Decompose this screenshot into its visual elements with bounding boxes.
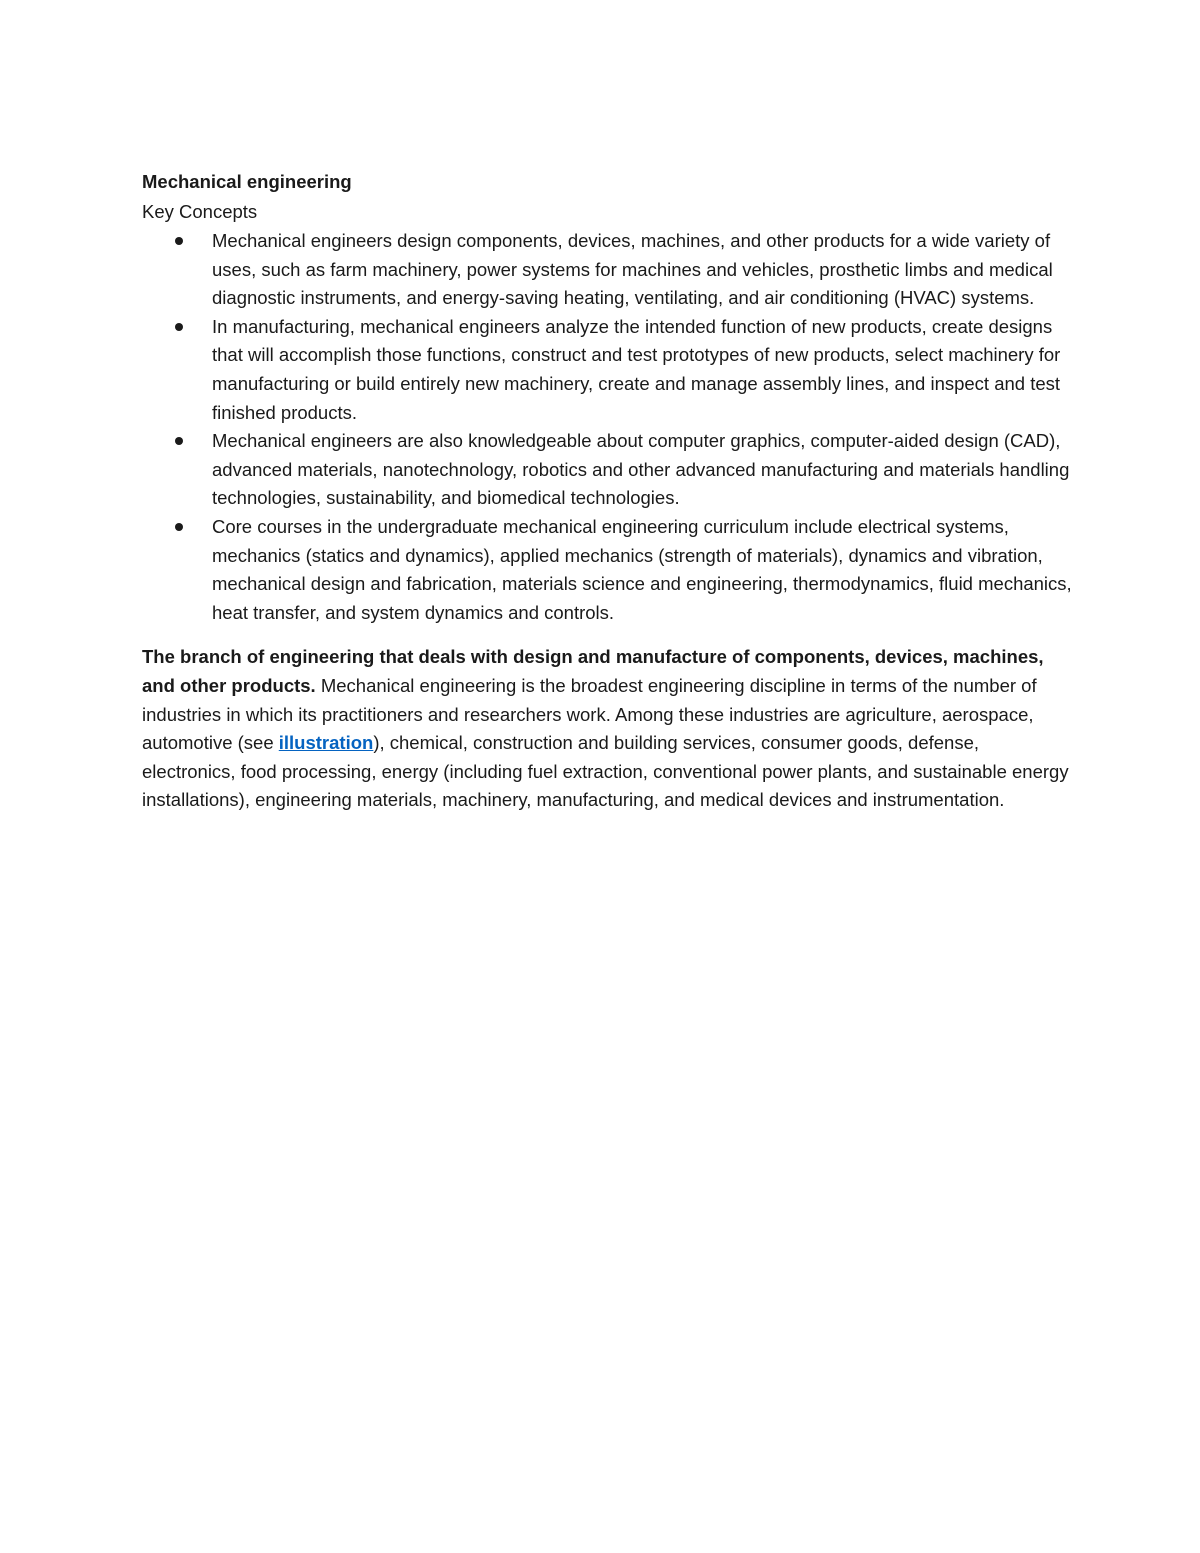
list-item-text: Mechanical engineers are also knowledgeable about computer graphics, computer-aided design (CAD), advanced materials, nanotechnology, robotics and other advanced manufacturing and materials handling technologies, sustainability, and biomedical technologies. (212, 430, 1070, 509)
illustration-link[interactable]: illustration (278, 732, 374, 754)
bullet-icon (175, 437, 183, 445)
key-concepts-heading: Key Concepts (142, 201, 258, 222)
list-item (142, 427, 1072, 513)
list-item (142, 227, 1072, 313)
paragraph-text: Mechanical engineering is the broadest engineering discipline in terms of the number of industries in which its practitioners and researchers work. Among these industries are agriculture, aerospace, automotive (see (142, 674, 1037, 754)
list-item (142, 313, 1072, 427)
list-item-text: Core courses in the undergraduate mechanical engineering curriculum include electrical systems, mechanics (statics and dynamics), applied mechanics (strength of materials), dynamics and vibration, mechanical design and fabrication, materials science and engineering, thermodynamics, fluid mechanics, heat transfer, and system dynamics and controls. (212, 515, 1072, 623)
list-item-text: In manufacturing, mechanical engineers analyze the intended function of new products, create designs that will accomplish those functions, construct and test prototypes of new products, select machinery for manufacturing or build entirely new machinery, create and manage assembly lines, and inspect and test finished products. (212, 315, 1061, 423)
bullet-icon (175, 523, 183, 531)
bullet-icon (175, 237, 183, 245)
list-item (142, 513, 1072, 627)
document-page (142, 168, 1072, 815)
key-concepts-list (142, 227, 1072, 627)
paragraph-lead: The branch of engineering that deals with design and manufacture of components, devices, machines, and other products. (142, 646, 1044, 696)
bullet-icon (175, 323, 183, 331)
body-paragraph (142, 643, 1072, 815)
list-item-text: Mechanical engineers design components, devices, machines, and other products for a wide variety of uses, such as farm machinery, power systems for machines and vehicles, prosthetic limbs and medical diagnostic instruments, and energy-saving heating, ventilating, and air conditioning (HVAC) systems. (212, 230, 1053, 309)
document-title: Mechanical engineering (142, 171, 352, 192)
paragraph-text-end: ), chemical, construction and building services, consumer goods, defense, electronics, food processing, energy (including fuel extraction, conventional power plants, and sustainable energy installations), engineering materials, machinery, manufacturing, and medical devices and instrumentation. (142, 732, 1069, 811)
